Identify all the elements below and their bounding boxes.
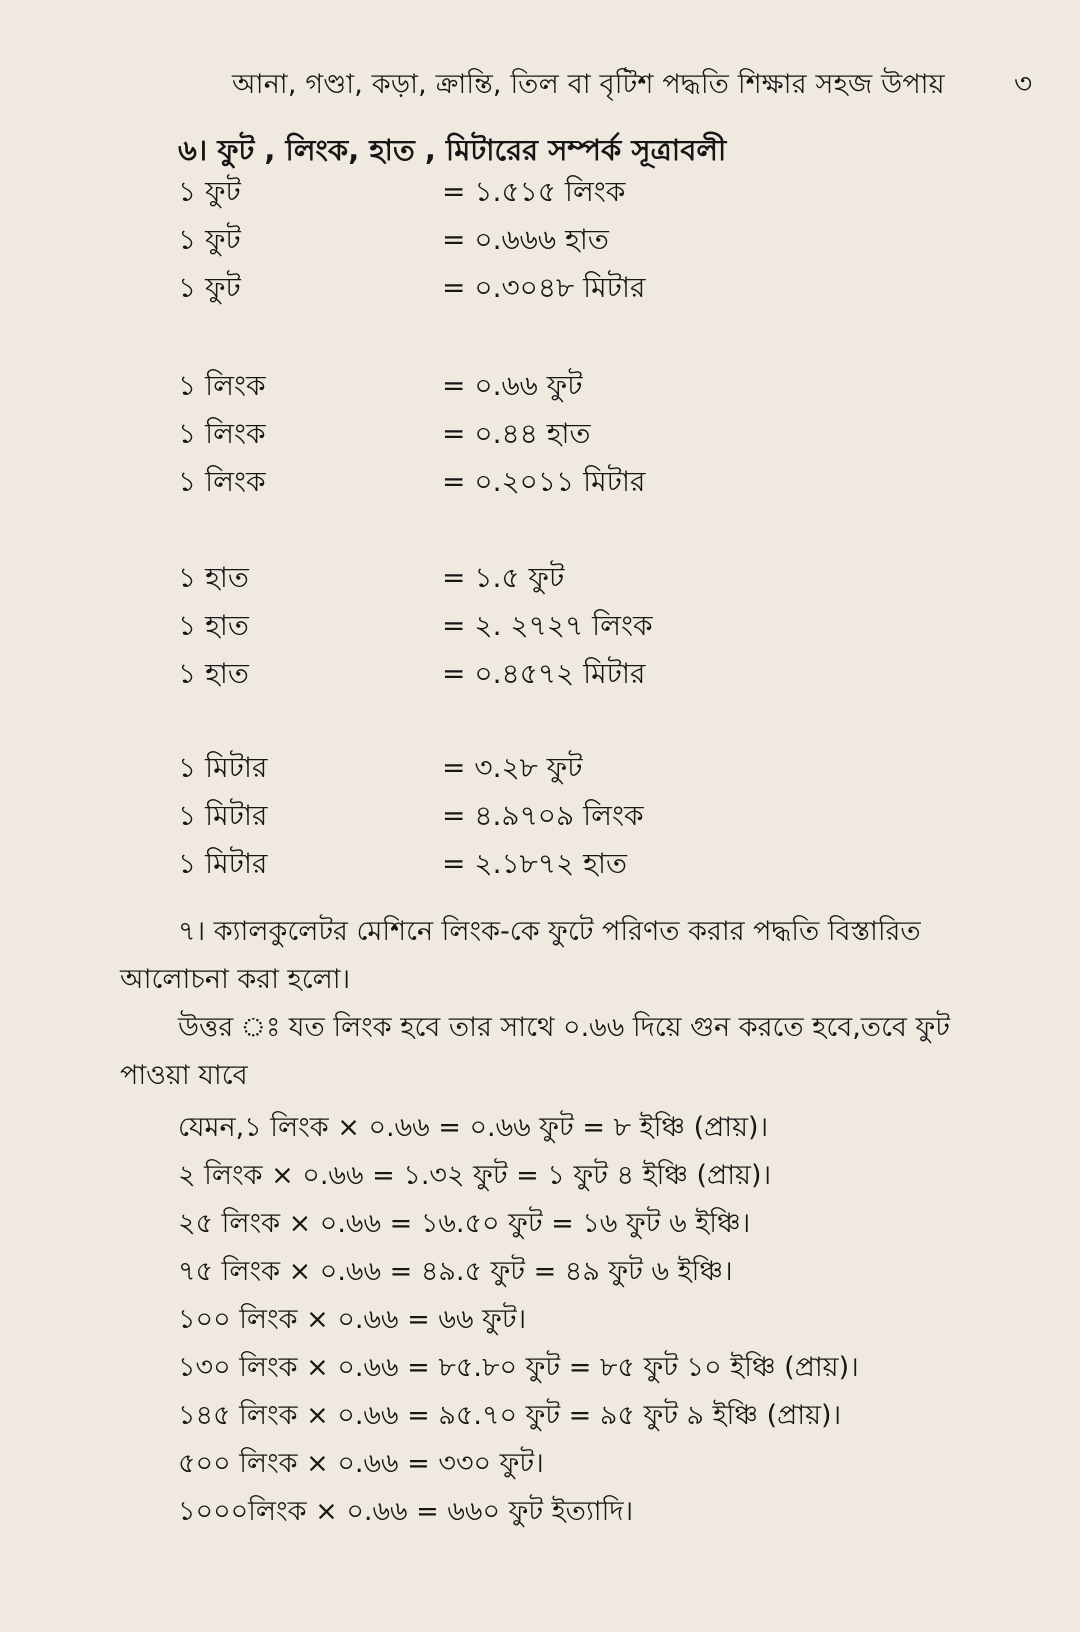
conversion-unit: ১ ফুট [178,271,241,304]
conversion-row [178,650,878,698]
conversion-unit: ১ লিংক [178,369,266,402]
example-line: ২৫ লিংক × ০.৬৬ = ১৬.৫০ ফুট = ১৬ ফুট ৬ ইঞ্চি। [178,1208,751,1239]
conversion-value: = ৪.৯৭০৯ লিংক [442,799,644,832]
conversion-value: = ২.১৮৭২ হাত [442,847,627,880]
conversion-value: = ০.৬৬ ফুট [442,369,583,402]
conversion-row [178,792,878,840]
example-line: ১৩০ লিংক × ০.৬৬ = ৮৫.৮০ ফুট = ৮৫ ফুট ১০ ইঞ্চি (প্রায়)। [178,1352,859,1383]
conversion-group-foot [178,168,878,312]
conversion-unit: ১ ফুট [178,175,241,208]
conversion-value: = ২. ২৭২৭ লিংক [442,609,653,642]
conversion-unit: ১ মিটার [178,847,268,880]
running-title: আনা, গণ্ডা, কড়া, ক্রান্তি, তিল বা বৃটিশ পদ্ধতি শিক্ষার সহজ উপায় [232,69,945,100]
conversion-group-link [178,362,878,506]
question-line: আলোচনা করা হলো। [120,964,351,995]
conversion-unit: ১ ফুট [178,223,241,256]
example-line: ১০০০লিংক × ০.৬৬ = ৬৬০ ফুট ইত্যাদি। [178,1496,634,1527]
conversion-value: = ০.৩০৪৮ মিটার [442,271,646,304]
question-line: ৭। ক্যালকুলেটর মেশিনে লিংক-কে ফুটে পরিণত করার পদ্ধতি বিস্তারিত [178,916,921,947]
conversion-row [178,264,878,312]
conversion-row [178,168,878,216]
section-7-question [120,908,1040,1004]
conversion-unit: ১ মিটার [178,751,268,784]
page-number: ৩ [1014,67,1033,100]
conversion-unit: ১ হাত [178,609,249,642]
conversion-unit: ১ লিংক [178,417,266,450]
answer-line: পাওয়া যাবে [120,1060,248,1091]
conversion-group-meter [178,744,878,888]
conversion-unit: ১ হাত [178,561,249,594]
conversion-row [178,840,878,888]
example-line: ২ লিংক × ০.৬৬ = ১.৩২ ফুট = ১ ফুট ৪ ইঞ্চি (প্রায়)। [178,1160,772,1191]
conversion-unit: ১ হাত [178,657,249,690]
section-6-heading: ৬। ফুট , লিংক, হাত , মিটারের সম্পর্ক সূত্রাবলী [178,133,727,167]
example-list [178,1104,1058,1536]
conversion-row [178,458,878,506]
example-line: যেমন,১ লিংক × ০.৬৬ = ০.৬৬ ফুট = ৮ ইঞ্চি (প্রায়)। [178,1112,769,1143]
section-7-answer [120,1004,1040,1100]
conversion-row [178,216,878,264]
conversion-value: = ৩.২৮ ফুট [442,751,583,784]
conversion-value: = ০.৪৫৭২ মিটার [442,657,646,690]
example-line: ১০০ লিংক × ০.৬৬ = ৬৬ ফুট। [178,1304,527,1335]
conversion-row [178,554,878,602]
conversion-unit: ১ লিংক [178,465,266,498]
example-line: ১৪৫ লিংক × ০.৬৬ = ৯৫.৭০ ফুট = ৯৫ ফুট ৯ ইঞ্চি (প্রায়)। [178,1400,842,1431]
conversion-value: = ০.৬৬৬ হাত [442,223,609,256]
conversion-value: = ০.৪৪ হাত [442,417,591,450]
example-line: ৫০০ লিংক × ০.৬৬ = ৩৩০ ফুট। [178,1448,544,1479]
conversion-row [178,362,878,410]
conversion-row [178,602,878,650]
conversion-value: = ১.৫ ফুট [442,561,565,594]
conversion-row [178,410,878,458]
conversion-row [178,744,878,792]
answer-line: উত্তর ঃ যত লিংক হবে তার সাথে ০.৬৬ দিয়ে গুন করতে হবে,তবে ফুট [178,1012,950,1043]
conversion-group-hath [178,554,878,698]
conversion-value: = ১.৫১৫ লিংক [442,175,626,208]
example-line: ৭৫ লিংক × ০.৬৬ = ৪৯.৫ ফুট = ৪৯ ফুট ৬ ইঞ্চি। [178,1256,733,1287]
conversion-value: = ০.২০১১ মিটার [442,465,646,498]
conversion-unit: ১ মিটার [178,799,268,832]
